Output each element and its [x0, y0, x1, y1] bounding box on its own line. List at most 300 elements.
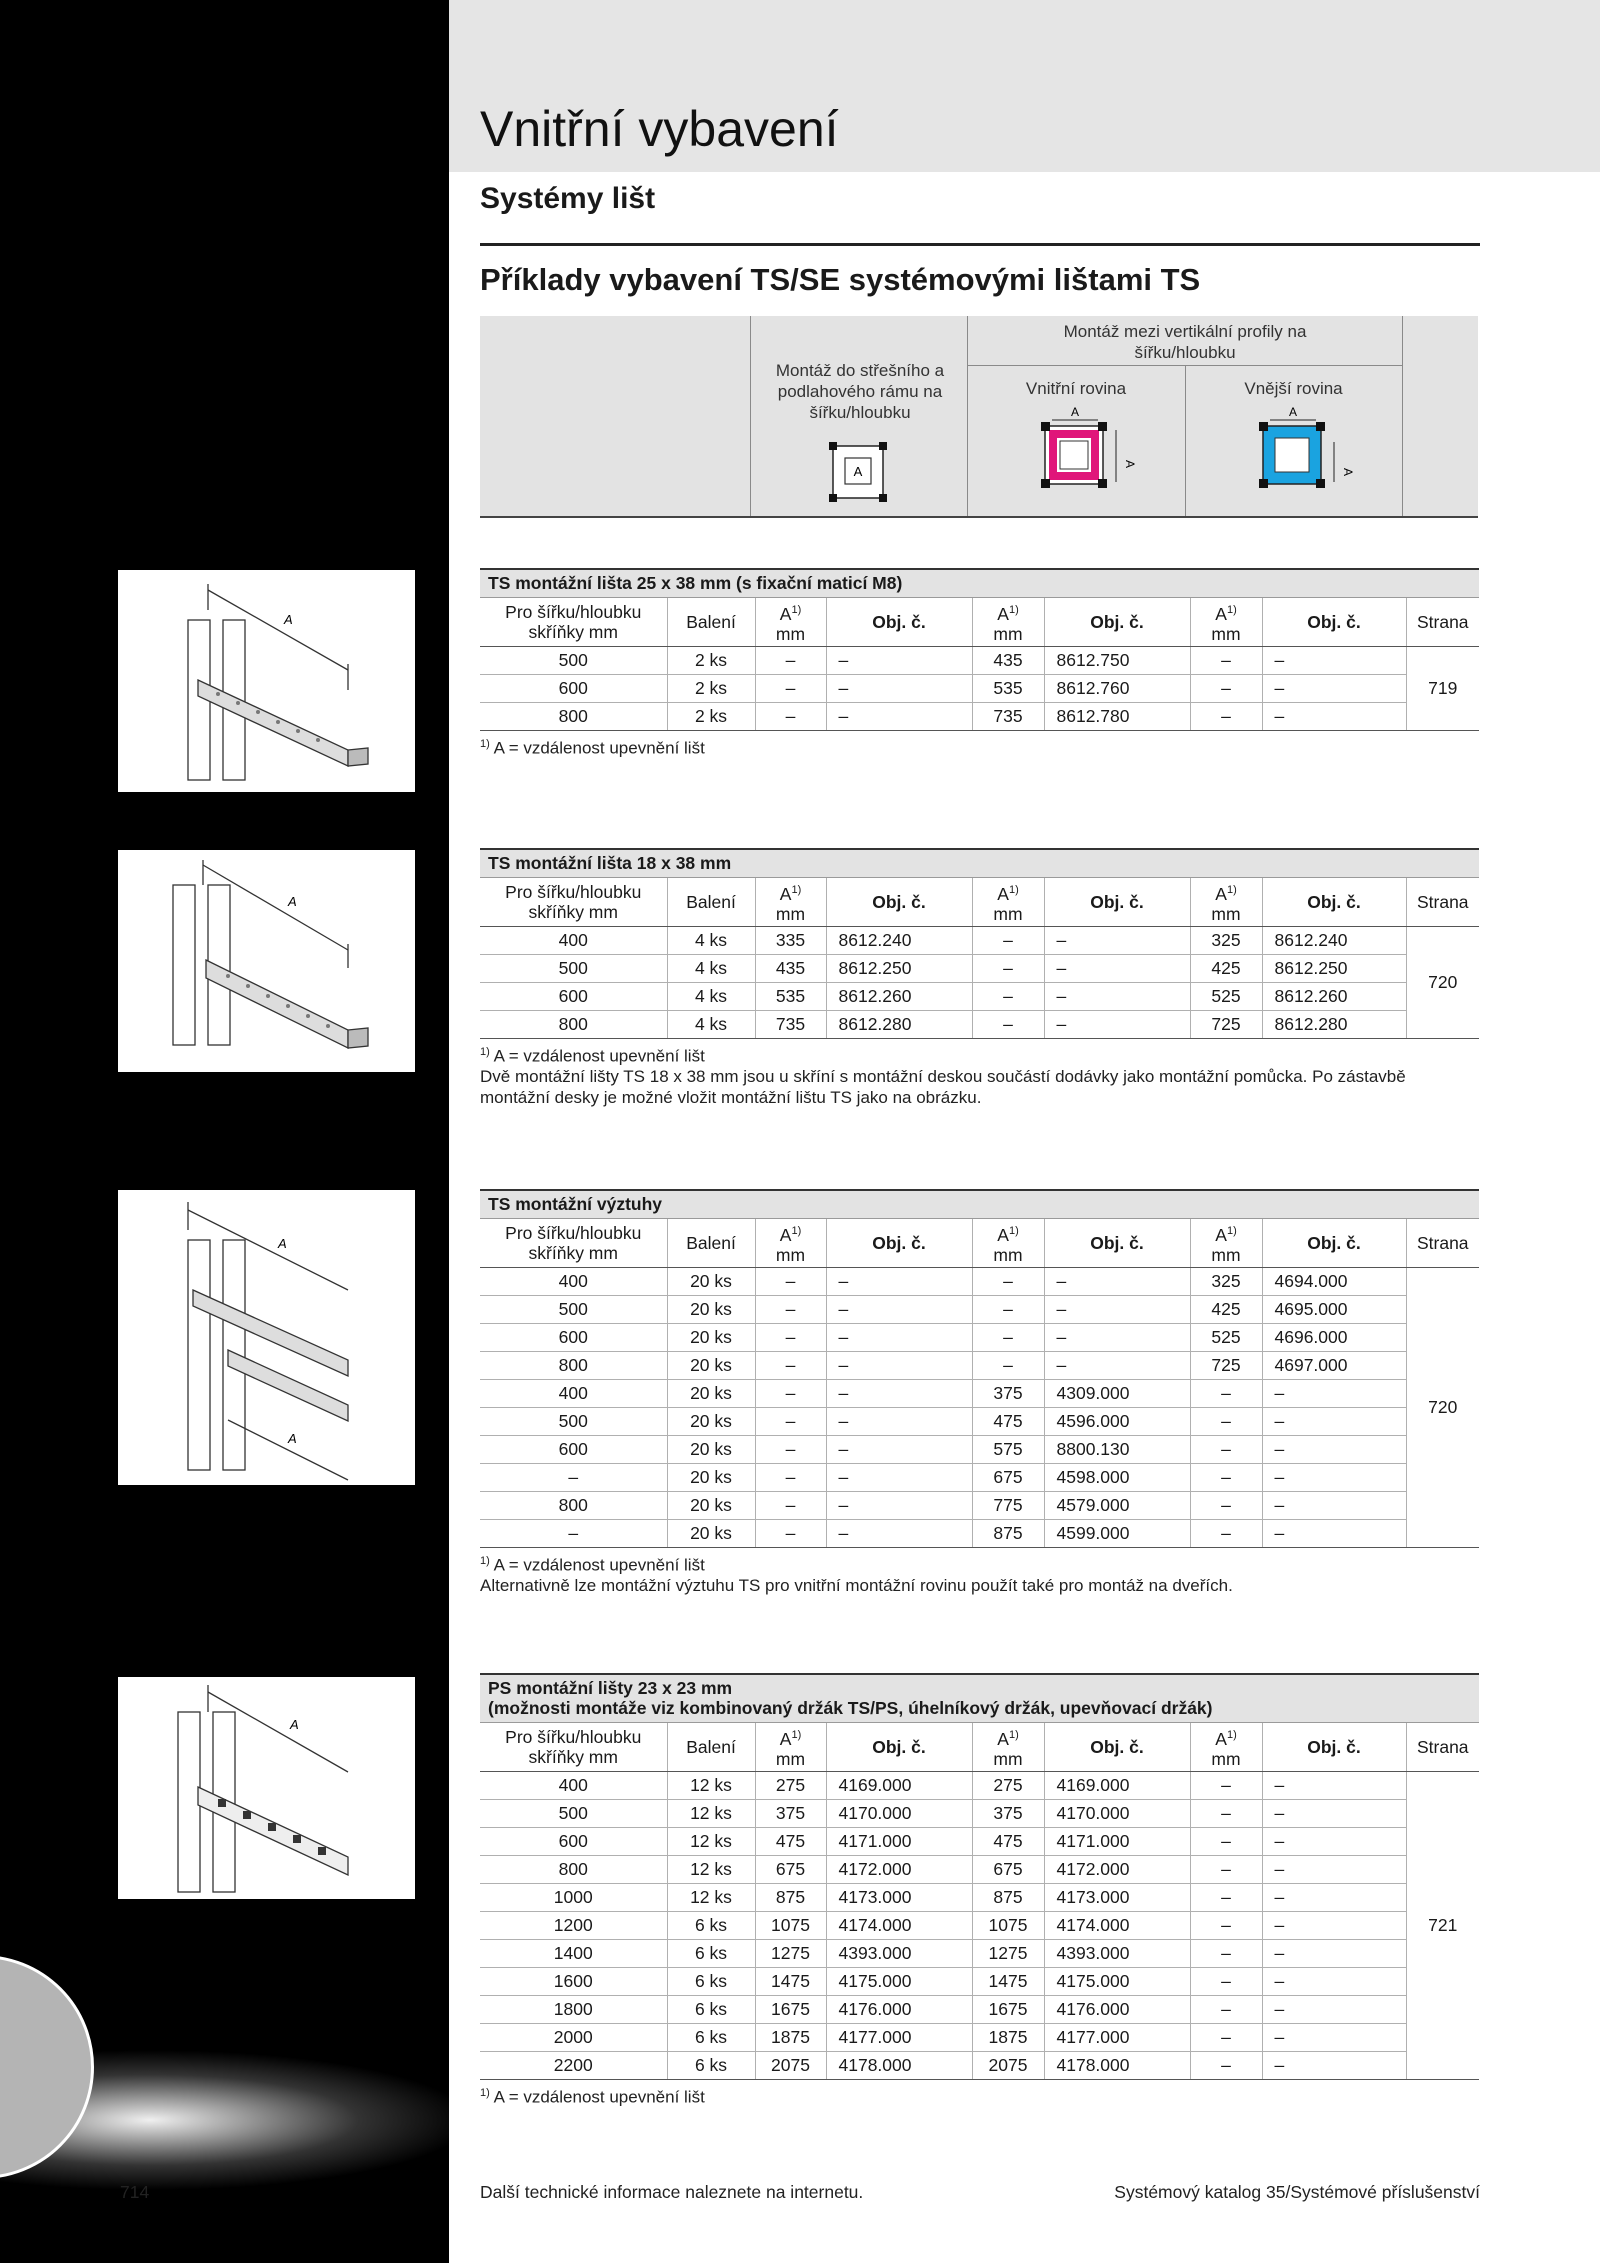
table-cell: – [755, 1323, 826, 1351]
table-cell: – [826, 674, 972, 702]
product-image-reinforcement [118, 1190, 415, 1485]
col-obj: Obj. č. [1262, 878, 1406, 926]
table-cell: 1475 [972, 1967, 1044, 1995]
table-cell: 20 ks [667, 1267, 755, 1295]
table-cell: 4176.000 [826, 1995, 972, 2023]
col-a: $A^{1)}$ mm [1190, 1723, 1262, 1771]
table-cell: 1800 [480, 1995, 667, 2023]
table-cell: 525 [1190, 982, 1262, 1010]
table-cell: 1400 [480, 1939, 667, 1967]
table-cell: 500 [480, 1295, 667, 1323]
table-cell: 400 [480, 1379, 667, 1407]
table-cell: 475 [972, 1407, 1044, 1435]
col-obj: Obj. č. [1262, 598, 1406, 646]
col-pro: Pro šířku/hloubku skříňky mm [480, 598, 667, 646]
col-strana: Strana [1406, 598, 1479, 646]
col-baleni: Balení [667, 878, 755, 926]
table-cell: – [755, 1407, 826, 1435]
table-cell: – [826, 1519, 972, 1547]
table-cell: 1275 [972, 1939, 1044, 1967]
table-row [480, 1827, 1479, 1855]
table-cell: – [1044, 1351, 1190, 1379]
table-cell: – [1190, 1995, 1262, 2023]
divider [1402, 316, 1403, 516]
col-a: $A^{1)}$ mm [755, 878, 826, 926]
table-cell: – [755, 1435, 826, 1463]
table-cell: 6 ks [667, 1995, 755, 2023]
table-cell: – [1190, 1491, 1262, 1519]
table-cell: 400 [480, 1267, 667, 1295]
table-cell: 4393.000 [826, 1939, 972, 1967]
table-cell: 4 ks [667, 1010, 755, 1038]
table-cell: 425 [1190, 1295, 1262, 1323]
table-cell: 6 ks [667, 1967, 755, 1995]
table-cell: – [1044, 1010, 1190, 1038]
table-cell: – [826, 1407, 972, 1435]
table-cell: – [755, 1351, 826, 1379]
table-cell: 275 [972, 1771, 1044, 1799]
table-row [480, 1010, 1479, 1038]
table-cell: – [972, 926, 1044, 954]
product-title-line: TS montážní lišta 25 x 38 mm (s fixační maticí M8) [488, 573, 903, 593]
product-block-ps23 [480, 1673, 1479, 2107]
table-cell: 20 ks [667, 1435, 755, 1463]
table-cell: 600 [480, 674, 667, 702]
table-row [480, 1911, 1479, 1939]
table-cell: – [826, 1351, 972, 1379]
table-cell: 12 ks [667, 1771, 755, 1799]
table-cell: 8612.240 [1262, 926, 1406, 954]
table-cell: – [1190, 1407, 1262, 1435]
table-cell: 1200 [480, 1911, 667, 1939]
extra-note: Alternativně lze montážní výztuhu TS pro vnitřní montážní rovinu použít také pro montáž na dveřích. [480, 1576, 1233, 1596]
page-title: Vnitřní vybavení [480, 101, 839, 157]
extra-note: Dvě montážní lišty TS 18 x 38 mm jsou u skříní s montážní deskou součástí dodávky jako montážní pomůcka. Po zástavbě montážní desky je možné vložit montážní lištu TS jako na obrázku. [480, 1067, 1406, 1108]
table-cell: – [826, 1267, 972, 1295]
table-cell: 435 [972, 646, 1044, 674]
table-cell: 12 ks [667, 1827, 755, 1855]
table-cell: 1275 [755, 1939, 826, 1967]
overview-between-label: Montáž mezi vertikální profily na šířku/hloubku [1063, 322, 1307, 362]
table-cell: 4169.000 [1044, 1771, 1190, 1799]
table-cell: – [1044, 926, 1190, 954]
footnote: $^{1)}$ A = vzdálenost upevnění lišt [480, 737, 705, 758]
col-strana: Strana [1406, 1219, 1479, 1267]
frame-roof-icon [829, 442, 887, 502]
table-cell: – [1262, 1911, 1406, 1939]
svg-text:A: A [1288, 405, 1298, 419]
product-image-ts18 [118, 850, 415, 1072]
product-title-line: (možnosti montáže viz kombinovaný držák TS/PS, úhelníkový držák, upevňovací držák) [488, 1698, 1213, 1718]
table-cell: 2075 [972, 2051, 1044, 2079]
table-cell: – [480, 1519, 667, 1547]
table-row [480, 1295, 1479, 1323]
table-cell: 4599.000 [1044, 1519, 1190, 1547]
table-cell: 8612.280 [1262, 1010, 1406, 1038]
table-cell: – [1190, 1855, 1262, 1883]
table-row [480, 1379, 1479, 1407]
col-baleni: Balení [667, 1219, 755, 1267]
table-cell: 500 [480, 954, 667, 982]
col-obj: Obj. č. [826, 878, 972, 926]
table-cell: 4178.000 [826, 2051, 972, 2079]
product-table [480, 878, 1479, 1039]
table-cell: 1000 [480, 1883, 667, 1911]
table-cell: 4176.000 [1044, 1995, 1190, 2023]
strana-cell: 721 [1406, 1771, 1479, 2079]
table-cell: 20 ks [667, 1463, 755, 1491]
table-cell: 4169.000 [826, 1771, 972, 1799]
page-number: 714 [120, 2182, 150, 2202]
table-cell: 6 ks [667, 2051, 755, 2079]
table-cell: 335 [755, 926, 826, 954]
table-cell: – [1262, 702, 1406, 730]
table-cell: – [755, 702, 826, 730]
footer-info: Další technické informace naleznete na internetu. [480, 2182, 864, 2202]
table-cell: 800 [480, 1855, 667, 1883]
table-cell: 8612.250 [826, 954, 972, 982]
table-cell: 8612.240 [826, 926, 972, 954]
table-row [480, 1407, 1479, 1435]
table-cell: – [755, 1491, 826, 1519]
table-cell: 775 [972, 1491, 1044, 1519]
table-cell: – [1262, 1855, 1406, 1883]
table-cell: 600 [480, 1435, 667, 1463]
col-obj: Obj. č. [1044, 1723, 1190, 1771]
table-cell: – [1190, 2023, 1262, 2051]
table-cell: 1075 [972, 1911, 1044, 1939]
product-title [480, 1189, 1479, 1219]
table-cell: 4175.000 [1044, 1967, 1190, 1995]
table-cell: 20 ks [667, 1491, 755, 1519]
col-a: $A^{1)}$ mm [972, 878, 1044, 926]
strana-cell: 720 [1406, 1267, 1479, 1547]
svg-text:A: A [290, 1717, 299, 1732]
outer-plane-label: Vnější rovina [1244, 379, 1343, 398]
footnote: $^{1)}$ A = vzdálenost upevnění lišt Alternativně lze montážní výztuhu TS pro vnitřní montážní rovinu použít také pro montáž na dveřích. [480, 1554, 1233, 1596]
table-cell: 4177.000 [1044, 2023, 1190, 2051]
table-cell: 4172.000 [1044, 1855, 1190, 1883]
table-cell: 4175.000 [826, 1967, 972, 1995]
divider [967, 365, 1402, 366]
table-cell: 2 ks [667, 702, 755, 730]
table-cell: 4173.000 [826, 1883, 972, 1911]
table-cell: 475 [755, 1827, 826, 1855]
table-row [480, 1771, 1479, 1799]
table-cell: 4 ks [667, 954, 755, 982]
table-row [480, 1519, 1479, 1547]
product-title-line: TS montážní lišta 18 x 38 mm [488, 853, 732, 873]
table-cell: – [755, 1463, 826, 1491]
rail-diagram [118, 1190, 415, 1485]
frame-inner-icon [1040, 402, 1140, 504]
table-cell: 725 [1190, 1010, 1262, 1038]
table-cell: 525 [1190, 1323, 1262, 1351]
table-cell: 600 [480, 982, 667, 1010]
col-obj: Obj. č. [1262, 1219, 1406, 1267]
table-cell: – [1190, 1967, 1262, 1995]
table-cell: – [1190, 1771, 1262, 1799]
table-cell: – [972, 982, 1044, 1010]
table-row [480, 1491, 1479, 1519]
section-title: Příklady vybavení TS/SE systémovými lištami TS [480, 262, 1201, 297]
table-cell: 8612.260 [1262, 982, 1406, 1010]
table-cell: – [1190, 1827, 1262, 1855]
table-cell: 4598.000 [1044, 1463, 1190, 1491]
table-cell: 2200 [480, 2051, 667, 2079]
table-cell: 725 [1190, 1351, 1262, 1379]
table-cell: – [1044, 1295, 1190, 1323]
table-cell: 875 [972, 1883, 1044, 1911]
table-cell: 735 [972, 702, 1044, 730]
table-cell: – [1190, 674, 1262, 702]
table-row [480, 646, 1479, 674]
table-cell: 12 ks [667, 1799, 755, 1827]
divider [750, 316, 751, 516]
table-cell: 800 [480, 1491, 667, 1519]
table-cell: – [1262, 1519, 1406, 1547]
table-cell: 1600 [480, 1967, 667, 1995]
table-cell: 4172.000 [826, 1855, 972, 1883]
table-cell: 2000 [480, 2023, 667, 2051]
svg-text:A: A [278, 1236, 287, 1251]
table-cell: – [972, 1010, 1044, 1038]
table-cell: 800 [480, 1351, 667, 1379]
table-cell: 675 [972, 1463, 1044, 1491]
table-cell: – [1262, 2051, 1406, 2079]
table-cell: – [826, 1463, 972, 1491]
table-cell: – [1190, 1379, 1262, 1407]
table-cell: 1875 [755, 2023, 826, 2051]
col-baleni: Balení [667, 598, 755, 646]
col-obj: Obj. č. [1044, 1219, 1190, 1267]
product-block-ts25 [480, 568, 1479, 758]
table-cell: 20 ks [667, 1519, 755, 1547]
table-cell: 4171.000 [1044, 1827, 1190, 1855]
table-cell: 375 [972, 1379, 1044, 1407]
strana-cell: 720 [1406, 926, 1479, 1038]
table-cell: – [1262, 1883, 1406, 1911]
col-a: $A^{1)}$ mm [1190, 878, 1262, 926]
table-cell: 4695.000 [1262, 1295, 1406, 1323]
svg-text:A: A [853, 464, 863, 479]
col-pro: Pro šířku/hloubku skříňky mm [480, 1723, 667, 1771]
table-cell: 4694.000 [1262, 1267, 1406, 1295]
table-cell: – [1044, 1323, 1190, 1351]
table-cell: 4174.000 [826, 1911, 972, 1939]
table-cell: 735 [755, 1010, 826, 1038]
table-cell: – [1262, 674, 1406, 702]
table-cell: – [1190, 1519, 1262, 1547]
product-block-ts18 [480, 848, 1479, 1108]
table-row [480, 1463, 1479, 1491]
footnote: $^{1)}$ A = vzdálenost upevnění lišt [480, 2086, 705, 2107]
table-cell: – [826, 1435, 972, 1463]
table-cell: 4174.000 [1044, 1911, 1190, 1939]
table-cell: – [1262, 1827, 1406, 1855]
table-cell: – [826, 646, 972, 674]
table-row [480, 1883, 1479, 1911]
table-cell: 500 [480, 1407, 667, 1435]
col-a: $A^{1)}$ mm [755, 1219, 826, 1267]
table-cell: 375 [755, 1799, 826, 1827]
col-a: $A^{1)}$ mm [1190, 1219, 1262, 1267]
table-cell: – [1190, 2051, 1262, 2079]
table-cell: 1475 [755, 1967, 826, 1995]
strana-cell: 719 [1406, 646, 1479, 730]
table-cell: 425 [1190, 954, 1262, 982]
table-cell: – [1190, 1911, 1262, 1939]
table-cell: – [1262, 1967, 1406, 1995]
divider [967, 316, 968, 516]
table-cell: 535 [972, 674, 1044, 702]
rail-diagram [118, 570, 415, 792]
table-cell: 325 [1190, 926, 1262, 954]
table-cell: 6 ks [667, 1911, 755, 1939]
table-cell: 325 [1190, 1267, 1262, 1295]
table-cell: 4171.000 [826, 1827, 972, 1855]
table-cell: 1675 [972, 1995, 1044, 2023]
table-cell: – [1044, 1267, 1190, 1295]
product-image-ts25 [118, 570, 415, 792]
product-title [480, 568, 1479, 598]
table-cell: – [1262, 2023, 1406, 2051]
table-row [480, 1351, 1479, 1379]
col-a: $A^{1)}$ mm [972, 598, 1044, 646]
table-cell: 4170.000 [826, 1799, 972, 1827]
table-cell: – [826, 702, 972, 730]
table-row [480, 2051, 1479, 2079]
table-cell: 4173.000 [1044, 1883, 1190, 1911]
table-cell: 20 ks [667, 1323, 755, 1351]
product-block-reinforcement [480, 1189, 1479, 1596]
svg-text:A: A [284, 612, 293, 627]
table-row [480, 1799, 1479, 1827]
table-cell: – [1262, 1491, 1406, 1519]
col-a: $A^{1)}$ mm [972, 1723, 1044, 1771]
table-cell: 400 [480, 926, 667, 954]
table-row [480, 1939, 1479, 1967]
table-cell: 2 ks [667, 674, 755, 702]
table-cell: 4 ks [667, 926, 755, 954]
inner-plane-label: Vnitřní rovina [1025, 379, 1127, 398]
table-cell: 2 ks [667, 646, 755, 674]
frame-outer-icon [1258, 402, 1358, 504]
table-cell: 535 [755, 982, 826, 1010]
svg-text:A: A [1070, 405, 1080, 419]
table-cell: – [826, 1379, 972, 1407]
table-cell: – [1262, 1995, 1406, 2023]
col-obj: Obj. č. [1044, 878, 1190, 926]
table-cell: – [755, 1519, 826, 1547]
table-row [480, 1323, 1479, 1351]
col-pro: Pro šířku/hloubku skříňky mm [480, 878, 667, 926]
table-cell: 475 [972, 1827, 1044, 1855]
col-pro: Pro šířku/hloubku skříňky mm [480, 1219, 667, 1267]
table-cell: 6 ks [667, 2023, 755, 2051]
table-cell: 375 [972, 1799, 1044, 1827]
col-strana: Strana [1406, 1723, 1479, 1771]
table-row [480, 1995, 1479, 2023]
table-cell: – [1044, 982, 1190, 1010]
table-cell: 4170.000 [1044, 1799, 1190, 1827]
table-cell: 1675 [755, 1995, 826, 2023]
table-cell: 435 [755, 954, 826, 982]
table-cell: – [1190, 702, 1262, 730]
rail-diagram [118, 1677, 415, 1899]
col-obj: Obj. č. [1044, 598, 1190, 646]
table-cell: 600 [480, 1827, 667, 1855]
col-a: $A^{1)}$ mm [972, 1219, 1044, 1267]
table-cell: – [972, 1295, 1044, 1323]
table-cell: – [755, 1379, 826, 1407]
rail-diagram [118, 850, 415, 1072]
svg-text:A: A [288, 894, 297, 909]
table-cell: 8612.260 [826, 982, 972, 1010]
col-strana: Strana [1406, 878, 1479, 926]
table-cell: – [1262, 1799, 1406, 1827]
svg-text:A: A [1341, 468, 1355, 477]
product-title-line: PS montážní lišty 23 x 23 mm [488, 1678, 733, 1698]
table-cell: 275 [755, 1771, 826, 1799]
sidebar [0, 0, 449, 2263]
col-obj: Obj. č. [826, 598, 972, 646]
table-cell: 6 ks [667, 1939, 755, 1967]
table-cell: 20 ks [667, 1379, 755, 1407]
table-cell: 4697.000 [1262, 1351, 1406, 1379]
table-row [480, 1967, 1479, 1995]
table-cell: – [1190, 1799, 1262, 1827]
table-cell: 4596.000 [1044, 1407, 1190, 1435]
table-cell: 675 [755, 1855, 826, 1883]
section-rule [480, 243, 1480, 246]
table-cell: 675 [972, 1855, 1044, 1883]
table-cell: 8612.250 [1262, 954, 1406, 982]
col-baleni: Balení [667, 1723, 755, 1771]
table-row [480, 2023, 1479, 2051]
col-obj: Obj. č. [826, 1219, 972, 1267]
table-row [480, 1267, 1479, 1295]
table-cell: 20 ks [667, 1407, 755, 1435]
table-cell: – [1262, 1379, 1406, 1407]
table-cell: – [1190, 1435, 1262, 1463]
table-cell: – [972, 1351, 1044, 1379]
table-cell: 2075 [755, 2051, 826, 2079]
table-cell: 8612.760 [1044, 674, 1190, 702]
table-cell: 575 [972, 1435, 1044, 1463]
table-cell: 20 ks [667, 1295, 755, 1323]
table-cell: 8612.780 [1044, 702, 1190, 730]
table-cell: 1875 [972, 2023, 1044, 2051]
table-cell: 20 ks [667, 1351, 755, 1379]
product-table [480, 1723, 1479, 2080]
product-table [480, 1219, 1479, 1548]
table-cell: 500 [480, 1799, 667, 1827]
table-row [480, 1855, 1479, 1883]
table-row [480, 674, 1479, 702]
product-title [480, 848, 1479, 878]
table-cell: 12 ks [667, 1883, 755, 1911]
table-cell: – [972, 1323, 1044, 1351]
table-cell: – [826, 1295, 972, 1323]
table-cell: 1075 [755, 1911, 826, 1939]
table-cell: – [1262, 1771, 1406, 1799]
table-cell: – [1262, 646, 1406, 674]
table-row [480, 982, 1479, 1010]
svg-text:A: A [288, 1431, 297, 1446]
table-cell: – [755, 646, 826, 674]
table-cell: 4177.000 [826, 2023, 972, 2051]
